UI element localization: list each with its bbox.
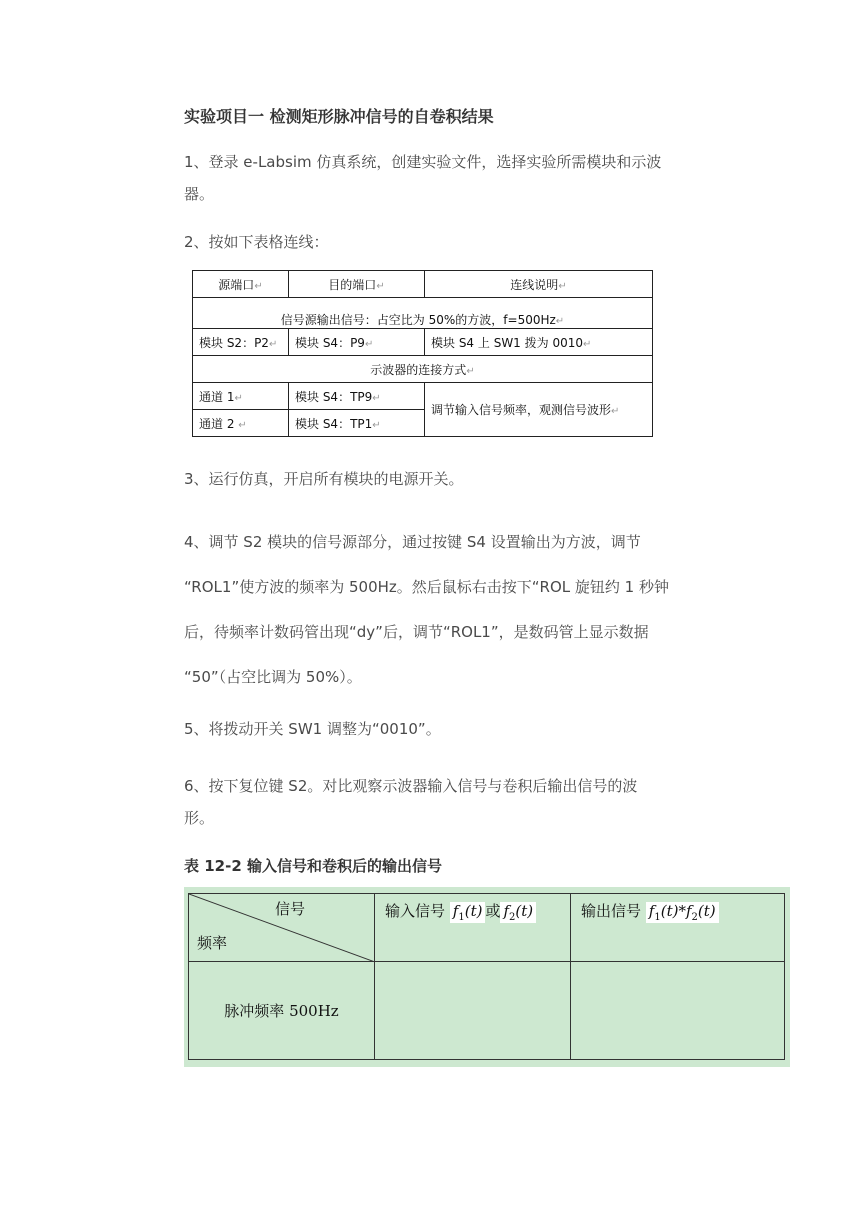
cell-source: 通道 2 ↵: [193, 410, 289, 437]
header-note: 连线说明↵: [425, 271, 653, 298]
cell-source: 模块 S2：P2↵: [193, 329, 289, 356]
result-table-background: [184, 887, 790, 1067]
section-oscilloscope: 示波器的连接方式↵: [193, 356, 653, 383]
row-label-pulse: 脉冲频率 500Hz: [189, 962, 375, 1060]
table-row: [193, 329, 653, 356]
cell-source: 通道 1↵: [193, 383, 289, 410]
table-caption: 表 12-2 输入信号和卷积后的输出信号: [184, 857, 442, 875]
step-5: 5、将拨动开关 SW1 调整为“0010”。: [184, 720, 441, 738]
corner-bottom-label: 频率: [197, 934, 228, 952]
step-4-line-2: “ROL1”使方波的频率为 500Hz。然后鼠标右击按下“ROL 旋钮约 1 秒钟: [184, 578, 669, 596]
cell-dest: 模块 S4：TP1↵: [289, 410, 425, 437]
step-3: 3、运行仿真，开启所有模块的电源开关。: [184, 470, 464, 488]
result-table: [188, 893, 785, 1060]
cell-note: 模块 S4 上 SW1 拨为 0010↵: [425, 329, 653, 356]
header-input-signal: 输入信号 $f_1(t)$ 或 $f_2(t)$: [375, 894, 571, 962]
header-source-port: 源端口↵: [193, 271, 289, 298]
step-1-line-1: 1、登录 e-Labsim 仿真系统，创建实验文件，选择实验所需模块和示波: [184, 153, 662, 171]
table-row: [193, 271, 653, 298]
cell-dest: 模块 S4：TP9↵: [289, 383, 425, 410]
step-1: [184, 146, 744, 210]
section-signal-source: 信号源输出信号：占空比为 50%的方波，f=500Hz↵: [193, 298, 653, 329]
table-row: [189, 962, 785, 1060]
step-6: [184, 770, 744, 834]
page-title: 实验项目一 检测矩形脉冲信号的自卷积结果: [184, 107, 494, 126]
step-4-line-3: 后，待频率计数码管出现“dy”后，调节“ROL1”，是数码管上显示数据: [184, 623, 649, 641]
table-row: [193, 383, 653, 410]
header-dest-port: 目的端口↵: [289, 271, 425, 298]
formula-convolution: $f_1(t)*f_2(t)$: [646, 902, 719, 923]
cell-merged-note: 调节输入信号频率，观测信号波形↵: [425, 383, 653, 437]
step-6-line-1: 6、按下复位键 S2。对比观察示波器输入信号与卷积后输出信号的波: [184, 777, 638, 795]
header-output-signal: 输出信号 $f_1(t)*f_2(t)$: [571, 894, 785, 962]
step-4-line-1: 4、调节 S2 模块的信号源部分，通过按键 S4 设置输出为方波，调节: [184, 533, 641, 551]
step-4: [184, 520, 744, 700]
step-4-line-4: “50”（占空比调为 50%）。: [184, 668, 362, 686]
step-6-line-2: 形。: [184, 809, 215, 827]
wiring-table: [192, 270, 653, 437]
table-row: [193, 298, 653, 329]
cell-input-result[interactable]: [375, 962, 571, 1060]
corner-top-label: 信号: [275, 900, 306, 918]
table-row: [193, 356, 653, 383]
step-2: 2、按如下表格连线：: [184, 233, 329, 251]
corner-cell: [189, 894, 375, 962]
cell-dest: 模块 S4：P9↵: [289, 329, 425, 356]
table-row: [189, 894, 785, 962]
step-1-line-2: 器。: [184, 185, 215, 203]
cell-output-result[interactable]: [571, 962, 785, 1060]
formula-f1: $f_1(t)$: [450, 902, 486, 923]
formula-f2: $f_2(t)$: [500, 902, 536, 923]
